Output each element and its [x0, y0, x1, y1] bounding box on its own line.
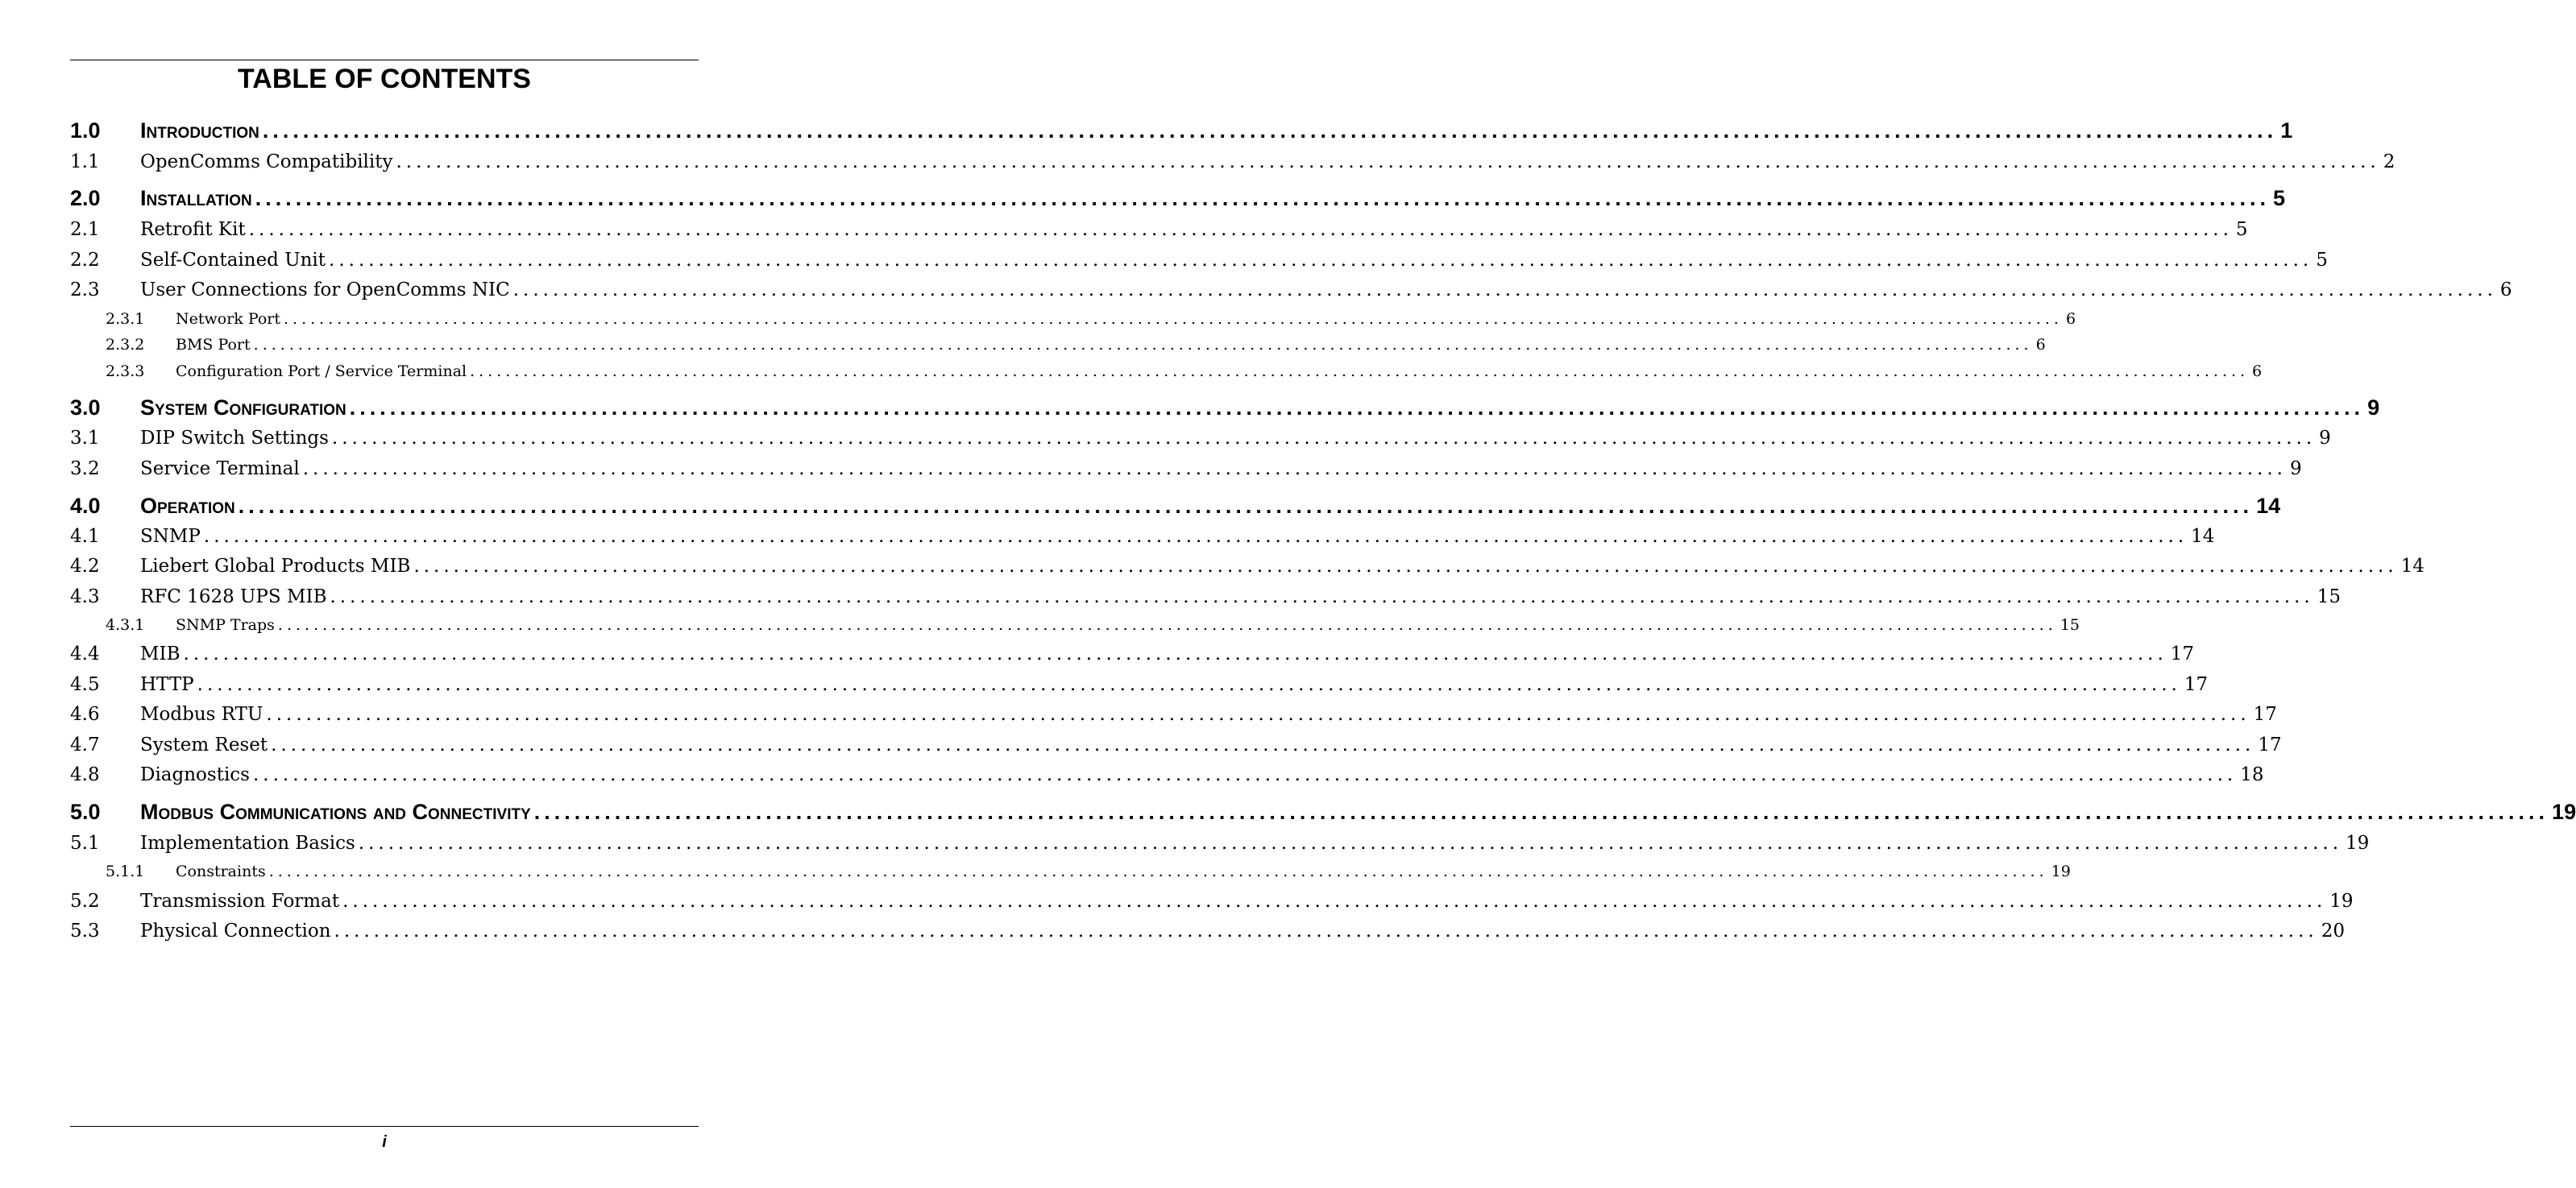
- dot-leader: ........................................................................................................................................................................................................: [248, 219, 2233, 240]
- toc-entry-page: 14: [2400, 556, 2425, 577]
- toc-entry-number: 2.3.3: [106, 362, 145, 380]
- toc-entry[interactable]: [70, 862, 2071, 881]
- toc-entry[interactable]: [70, 920, 2346, 942]
- toc-entry-number: 4.8: [70, 764, 100, 785]
- dot-leader: ........................................................................................................................................................................................................: [203, 526, 2188, 547]
- toc-entry-title: DIP Switch Settings: [140, 428, 329, 449]
- toc-entry[interactable]: [70, 734, 2282, 756]
- toc-entry-title: Diagnostics: [140, 764, 250, 785]
- toc-entry-number: 5.2: [70, 891, 100, 912]
- toc-entry-number: 4.1: [70, 526, 100, 547]
- toc-entry-page: 14: [2191, 526, 2215, 547]
- toc-entry-title: RFC 1628 UPS MIB: [140, 586, 327, 607]
- dot-leader: ........................................................................................................................................................................................................: [197, 674, 2181, 695]
- toc-entry-number: 2.0: [70, 186, 101, 210]
- toc-entry-number: 4.3.1: [106, 616, 145, 634]
- toc-entry-page: 1: [2280, 118, 2293, 143]
- toc-entry-page: 17: [2170, 644, 2195, 664]
- toc-entry-title: Implementation Basics: [140, 833, 355, 854]
- toc-entry-page: 17: [2184, 674, 2209, 695]
- toc-entry-title: Constraints: [176, 863, 266, 880]
- toc-entry[interactable]: [70, 586, 2341, 608]
- toc-entry[interactable]: [70, 703, 2277, 726]
- toc-entry-page: 5: [2273, 186, 2286, 210]
- toc-entry-number: 2.3: [70, 279, 100, 300]
- toc-entry-page: 5: [2235, 219, 2248, 240]
- toc-entry-page: 15: [2060, 616, 2080, 634]
- toc-entry-title: Liebert Global Products MIB: [140, 556, 411, 577]
- toc-entry-page: 18: [2240, 764, 2264, 785]
- toc-entry-title: Installation: [140, 186, 252, 210]
- toc-entry[interactable]: [70, 890, 2354, 913]
- toc-entry-number: 2.2: [70, 250, 100, 271]
- toc-entry[interactable]: [70, 218, 2248, 241]
- toc-entry-page: 2: [2383, 151, 2396, 172]
- toc-entry[interactable]: [70, 457, 2302, 480]
- toc-entry[interactable]: [70, 427, 2331, 449]
- toc-entry-page: 5: [2316, 250, 2328, 271]
- toc-entry[interactable]: [70, 151, 2396, 173]
- toc-entry[interactable]: [70, 279, 2512, 301]
- toc-entry-number: 3.1: [70, 428, 100, 449]
- toc-entry[interactable]: [70, 555, 2425, 577]
- dot-leader: ........................................................................................................................................................................................................: [284, 310, 2063, 328]
- dot-leader: ........................................................................................................................................................................................................: [302, 458, 2287, 479]
- dot-leader: ........................................................................................................................................................................................................: [331, 428, 2317, 449]
- toc-entry[interactable]: [70, 362, 2263, 381]
- toc-entry[interactable]: [70, 494, 2281, 518]
- toc-entry-number: 4.2: [70, 556, 100, 577]
- dot-leader: ........................................................................................................................................................................................................: [262, 118, 2278, 143]
- toc-entry-title: Modbus RTU: [140, 704, 263, 725]
- toc-entry-page: 6: [2035, 336, 2046, 354]
- dot-leader: ........................................................................................................................................................................................................: [329, 250, 2313, 271]
- toc-entry-number: 2.3.2: [106, 336, 145, 354]
- dot-leader: ........................................................................................................................................................................................................: [330, 586, 2314, 607]
- toc-entry-number: 1.1: [70, 151, 100, 172]
- toc-entry[interactable]: [70, 118, 2293, 143]
- page-number: i: [382, 1133, 387, 1151]
- dot-leader: ........................................................................................................................................................................................................: [533, 800, 2549, 824]
- toc-entry-page: 6: [2252, 362, 2263, 380]
- dot-leader: ........................................................................................................................................................................................................: [334, 921, 2318, 942]
- toc-entry-number: 4.5: [70, 674, 100, 695]
- toc-entry[interactable]: [70, 525, 2215, 548]
- toc-entry-number: 4.0: [70, 494, 101, 518]
- toc-entry[interactable]: [70, 309, 2076, 329]
- toc-entry[interactable]: [70, 395, 2380, 420]
- toc-entry-number: 1.0: [70, 118, 101, 143]
- toc-entry-title: BMS Port: [176, 336, 251, 354]
- toc-entry-page: 9: [2367, 395, 2380, 420]
- toc-entry[interactable]: [70, 764, 2264, 786]
- toc-entry-page: 9: [2319, 428, 2331, 449]
- dot-leader: ........................................................................................................................................................................................................: [470, 362, 2250, 380]
- toc-entry-title: Service Terminal: [140, 458, 300, 479]
- toc-entry-number: 4.7: [70, 735, 100, 755]
- toc-entry-title: Modbus Communications and Connectivity: [140, 800, 531, 824]
- toc-entry-number: 4.6: [70, 704, 100, 725]
- bottom-rule: [70, 1126, 699, 1127]
- toc-entry-number: 2.3.1: [106, 310, 145, 328]
- toc-entry[interactable]: [70, 186, 2286, 210]
- toc-entry-page: 19: [2346, 833, 2370, 854]
- dot-leader: ........................................................................................................................................................................................................: [413, 556, 2398, 577]
- toc-entry-page: 6: [2065, 310, 2076, 328]
- toc-entry-number: 4.3: [70, 586, 100, 607]
- toc-entry-number: 2.1: [70, 219, 100, 240]
- toc-entry-page: 20: [2321, 921, 2346, 942]
- dot-leader: ........................................................................................................................................................................................................: [512, 279, 2497, 300]
- dot-leader: ........................................................................................................................................................................................................: [268, 863, 2048, 880]
- toc-entry-title: OpenComms Compatibility: [140, 151, 393, 172]
- dot-leader: ........................................................................................................................................................................................................: [342, 891, 2327, 912]
- toc-entry-title: SNMP Traps: [176, 616, 275, 634]
- dot-leader: ........................................................................................................................................................................................................: [358, 833, 2343, 854]
- toc-entry-title: System Reset: [140, 735, 268, 755]
- toc-entry-page: 19: [2552, 800, 2576, 824]
- toc-entry-page: 19: [2329, 891, 2354, 912]
- toc-entry-number: 5.3: [70, 921, 100, 942]
- toc-entry[interactable]: [70, 249, 2328, 271]
- toc-entry-title: SNMP: [140, 526, 201, 547]
- toc-entry[interactable]: [70, 335, 2046, 354]
- toc-entry-page: 6: [2499, 279, 2512, 300]
- toc-entry-page: 17: [2258, 735, 2282, 755]
- toc-entry-page: 15: [2317, 586, 2341, 607]
- toc-entry-title: HTTP: [140, 674, 194, 695]
- toc-entry-title: MIB: [140, 644, 180, 664]
- page-title: TABLE OF CONTENTS: [238, 64, 531, 94]
- toc-entry-number: 3.0: [70, 395, 101, 420]
- toc-entry-page: 14: [2256, 494, 2281, 518]
- toc-entry-title: Operation: [140, 494, 235, 518]
- toc-entry-page: 17: [2253, 704, 2277, 725]
- toc-entry-number: 5.0: [70, 800, 101, 824]
- toc-entry[interactable]: [70, 615, 2080, 635]
- toc-entry-number: 5.1.1: [106, 863, 145, 880]
- dot-leader: ........................................................................................................................................................................................................: [277, 616, 2057, 634]
- toc-entry-title: Configuration Port / Service Terminal: [176, 362, 467, 380]
- toc-entry[interactable]: [70, 832, 2370, 855]
- toc-entry[interactable]: [70, 673, 2209, 696]
- toc-entry-title: Self-Contained Unit: [140, 250, 326, 271]
- dot-leader: ........................................................................................................................................................................................................: [253, 336, 2033, 354]
- dot-leader: ........................................................................................................................................................................................................: [252, 764, 2238, 785]
- dot-leader: ........................................................................................................................................................................................................: [183, 644, 2167, 664]
- dot-leader: ........................................................................................................................................................................................................: [271, 735, 2255, 755]
- dot-leader: ........................................................................................................................................................................................................: [238, 494, 2254, 518]
- dot-leader: ........................................................................................................................................................................................................: [396, 151, 2380, 172]
- toc-entry-page: 19: [2051, 863, 2071, 880]
- toc-entry-number: 4.4: [70, 644, 100, 664]
- dot-leader: ........................................................................................................................................................................................................: [255, 186, 2271, 210]
- toc-entry-title: User Connections for OpenComms NIC: [140, 279, 510, 300]
- toc-entry[interactable]: [70, 800, 2576, 824]
- toc-entry-page: 9: [2289, 458, 2302, 479]
- toc-entry-title: Introduction: [140, 118, 259, 143]
- toc-entry-number: 5.1: [70, 833, 100, 854]
- toc-entry-title: Retrofit Kit: [140, 219, 246, 240]
- dot-leader: ........................................................................................................................................................................................................: [349, 395, 2365, 420]
- toc-entry-title: Transmission Format: [140, 891, 340, 912]
- toc-entry[interactable]: [70, 643, 2195, 665]
- toc-entry-number: 3.2: [70, 458, 100, 479]
- dot-leader: ........................................................................................................................................................................................................: [266, 704, 2250, 725]
- toc-entry-title: Physical Connection: [140, 921, 331, 942]
- toc-entry-title: System Configuration: [140, 395, 346, 420]
- toc-entry-title: Network Port: [176, 310, 281, 328]
